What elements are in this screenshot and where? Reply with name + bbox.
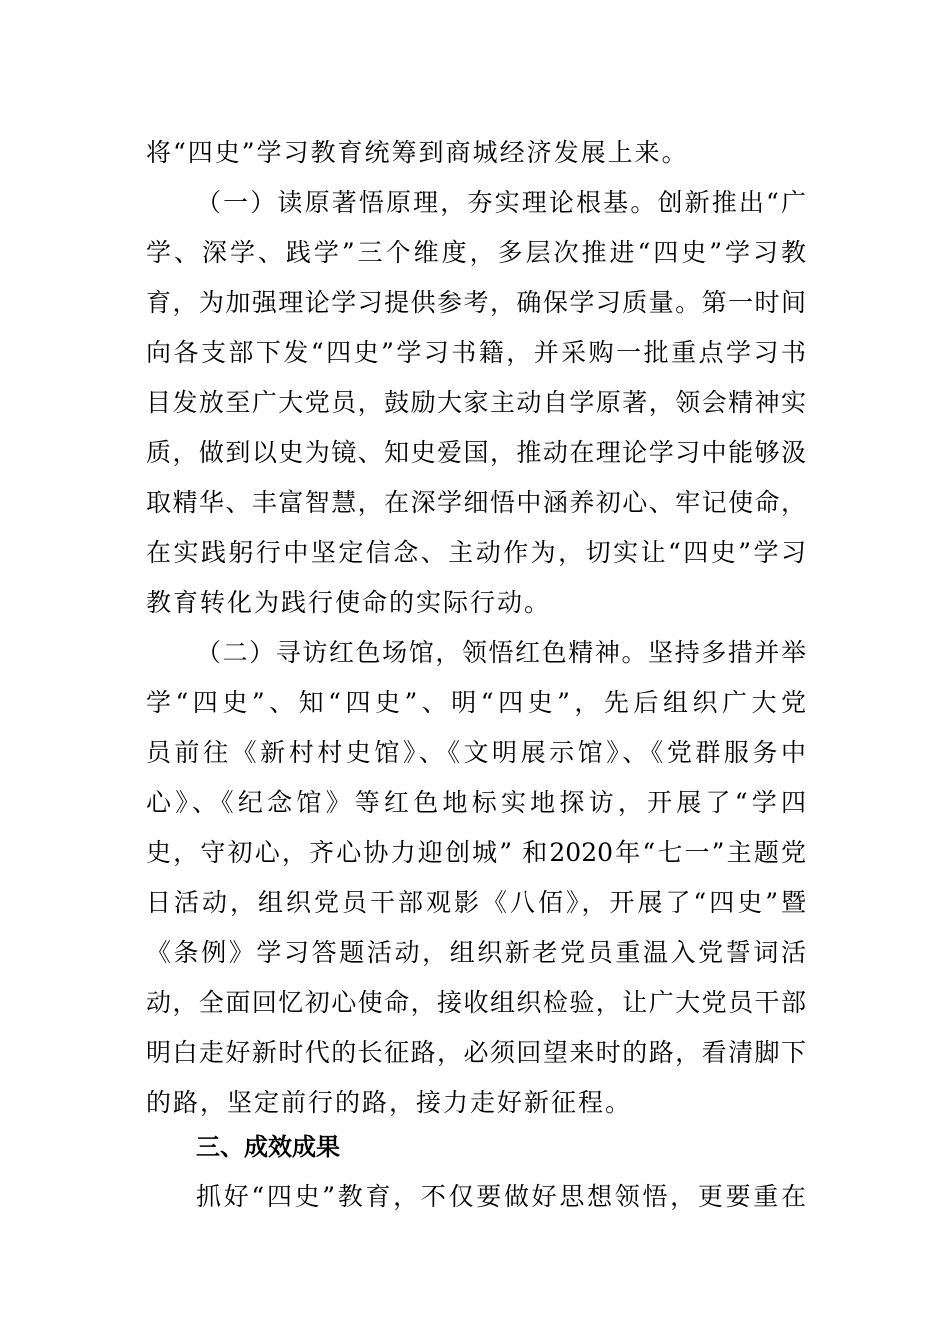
text-line: 员前往《新村村史馆》、《文明展示馆》、《党群服务中 [146,738,806,767]
paragraph-2-first-line: （二）寻访红色场馆，领悟红色精神。坚持多措并举 [196,638,806,667]
text-line: 《条例》学习答题活动，组织新老党员重温入党誓词活 [146,938,806,967]
text-line: 取精华、丰富智慧，在深学细悟中涵养初心、牢记使命， [146,488,806,517]
text-line: 育，为加强理论学习提供参考，确保学习质量。第一时间 [146,288,806,317]
text-line: 明白走好新时代的长征路，必须回望来时的路，看清脚下 [146,1038,806,1067]
text-line: 学“四史”、知“四史”、明“四史”，先后组织广大党 [146,688,806,717]
text-line: 向各支部下发“四史”学习书籍，并采购一批重点学习书 [146,338,806,367]
text-line: 心》、《纪念馆》等红色地标实地探访，开展了“学四 [146,788,806,817]
text-line: 学、深学、践学”三个维度，多层次推进“四史”学习教 [146,238,806,267]
text-line: 目发放至广大党员，鼓励大家主动自学原著，领会精神实 [146,388,806,417]
text-line: 教育转化为践行使命的实际行动。 [146,588,552,617]
paragraph-1-first-line: （一）读原著悟原理，夯实理论根基。创新推出“广 [196,188,806,217]
text-line: 在实践躬行中坚定信念、主动作为，切实让“四史”学习 [146,538,806,567]
text-line: 日活动，组织党员干部观影《八佰》，开展了“四史”暨 [146,888,806,917]
paragraph-3-first-line: 抓好“四史”教育，不仅要做好思想领悟，更要重在 [196,1182,806,1211]
text-line: 将“四史”学习教育统筹到商城经济发展上来。 [146,138,689,167]
text-line: 的路，坚定前行的路，接力走好新征程。 [146,1088,633,1117]
text-line: 动，全面回忆初心使命，接收组织检验，让广大党员干部 [146,988,806,1017]
section-heading: 三、成效成果 [196,1133,340,1161]
text-line: 史，守初心，齐心协力迎创城” 和2020年“七一”主题党 [146,838,806,867]
text-line: 质，做到以史为镜、知史爱国，推动在理论学习中能够汲 [146,438,806,467]
